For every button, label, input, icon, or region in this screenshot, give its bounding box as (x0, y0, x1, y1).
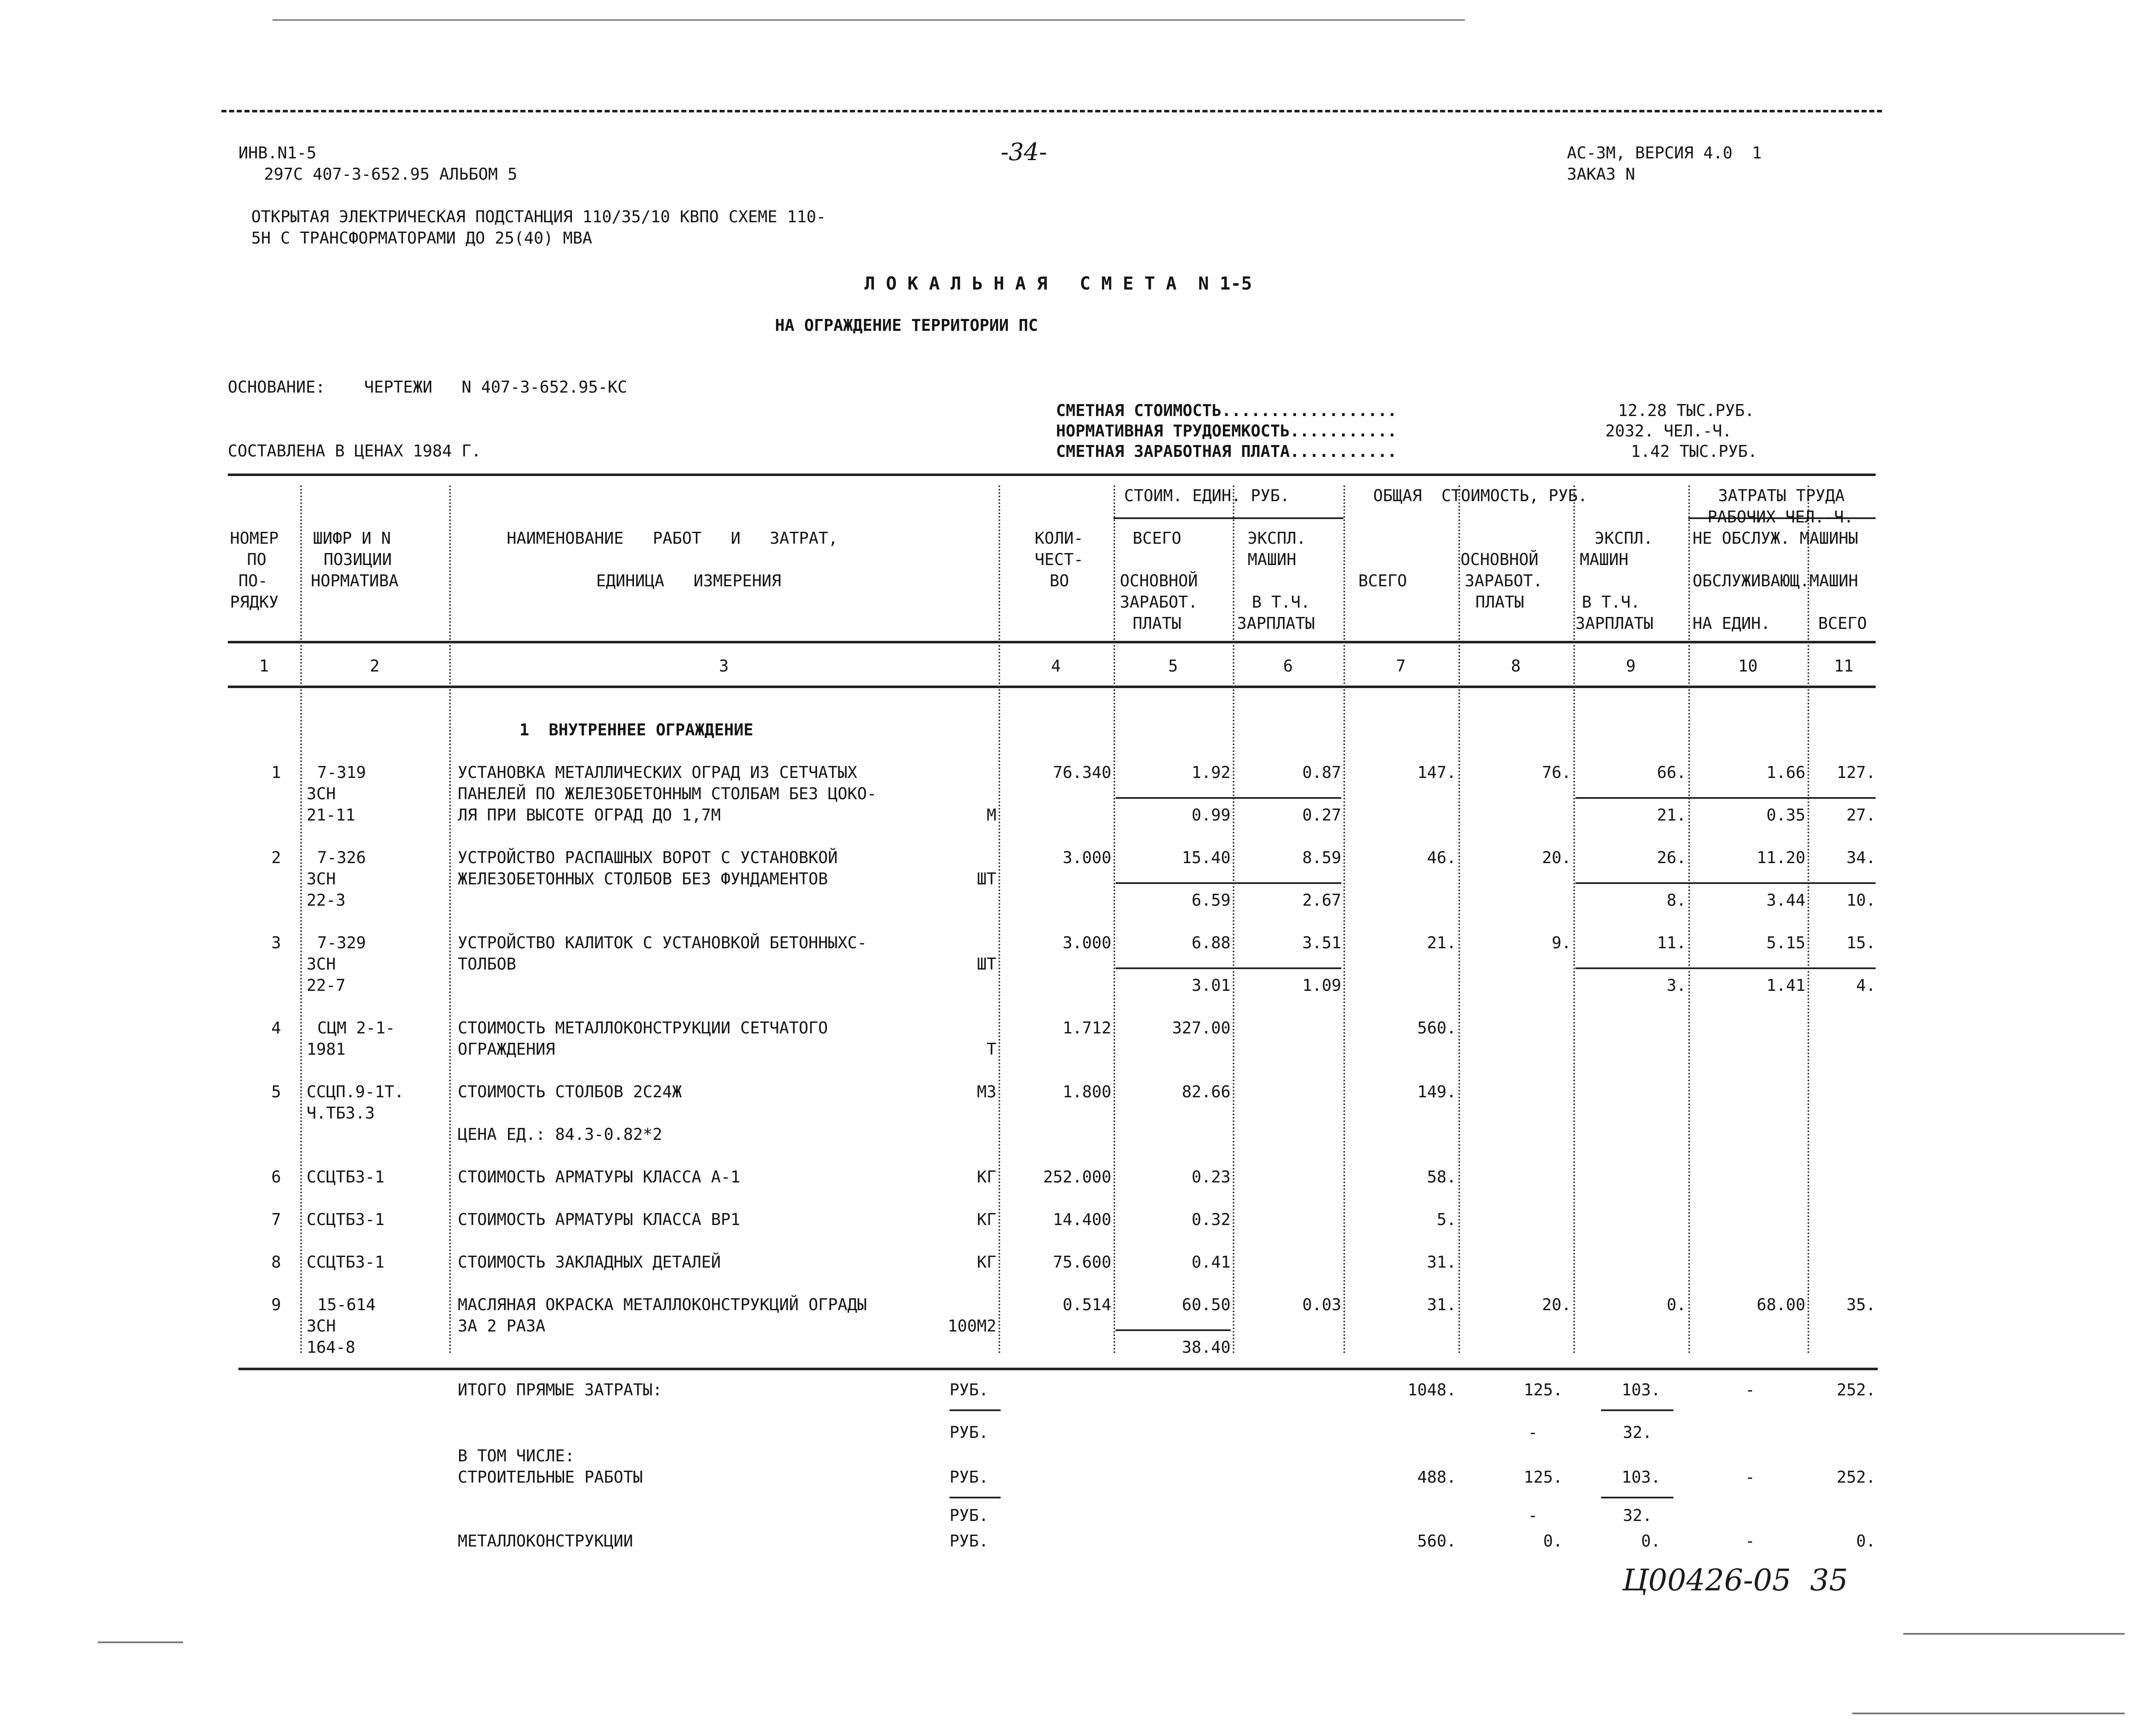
row3-c9b: 3. (1667, 976, 1686, 995)
price-base-line: СОСТАВЛЕНА В ЦЕНАХ 1984 Г. (228, 442, 481, 460)
row7-name-1: СТОИМОСТЬ АРМАТУРЫ КЛАССА ВР1 (458, 1210, 740, 1229)
row9-c8: 20. (1542, 1295, 1571, 1314)
row2-c5: 15.40 (1182, 848, 1231, 867)
totals-metal-c7: 560. (1417, 1532, 1456, 1550)
hdr-total-cost: ОБЩАЯ СТОИМОСТЬ, РУБ. (1373, 486, 1588, 505)
row2-c11: 34. (1846, 848, 1876, 867)
hdr-c2-l1: ШИФР И N (313, 529, 391, 548)
col-divider-1 (300, 485, 302, 1354)
totals-metal-c10: - (1745, 1532, 1755, 1550)
row3-c10b: 1.41 (1766, 976, 1805, 995)
row2-code-1: 7-326 (317, 848, 366, 867)
row5-unit: М3 (977, 1082, 996, 1101)
row2-name-1: УСТРОЙСТВО РАСПАШНЫХ ВОРОТ С УСТАНОВКОЙ (458, 848, 838, 867)
row2-subrule-a (1116, 882, 1341, 884)
totals-direct-c8: 125. (1524, 1380, 1563, 1399)
row1-name-1: УСТАНОВКА МЕТАЛЛИЧЕСКИХ ОГРАД ИЗ СЕТЧАТЫХ (458, 763, 857, 782)
totals-build-c7: 488. (1417, 1468, 1456, 1486)
hdr-unit-cost: СТОИМ. ЕДИН. РУБ. (1124, 486, 1290, 505)
row7-num: 7 (271, 1210, 281, 1229)
row9-num: 9 (271, 1295, 281, 1314)
totals-top-rule (238, 1368, 1878, 1370)
object-name-line1: ОТКРЫТАЯ ЭЛЕКТРИЧЕСКАЯ ПОДСТАНЦИЯ 110/35/10 КВПО СХЕМЕ 110- (251, 207, 826, 226)
row1-name-2: ПАНЕЛЕЙ ПО ЖЕЛЕЗОБЕТОННЫМ СТОЛБАМ БЕЗ ЦОКО- (458, 784, 877, 803)
unit-cost-subrule (1113, 517, 1343, 519)
row1-num: 1 (271, 763, 281, 782)
totals-build-c8b: - (1528, 1506, 1538, 1525)
totals-build-c9b: 32. (1623, 1506, 1652, 1525)
row3-unit: ШТ (977, 955, 996, 973)
row9-c5b: 38.40 (1182, 1338, 1231, 1357)
page-number: -34- (1001, 138, 1047, 166)
totals-build-rub-rule (950, 1497, 1001, 1498)
row8-num: 8 (271, 1253, 281, 1271)
row2-c9b: 8. (1667, 891, 1686, 910)
hdr-c6-l2: МАШИН (1248, 550, 1297, 569)
row2-name-2: ЖЕЛЕЗОБЕТОННЫХ СТОЛБОВ БЕЗ ФУНДАМЕНТОВ (458, 869, 828, 888)
col-num-3: 3 (719, 657, 729, 675)
row3-c9: 11. (1657, 933, 1686, 952)
col-divider-9 (1688, 485, 1690, 1354)
hdr-c5-l2: ОСНОВНОЙ (1120, 571, 1198, 590)
hdr-c4-l1: КОЛИ- (1035, 529, 1084, 548)
row2-c10b: 3.44 (1766, 891, 1805, 910)
row3-c8: 9. (1552, 933, 1571, 952)
row5-num: 5 (271, 1082, 281, 1101)
handwritten-archive-number: Ц00426-05 35 (1622, 1563, 1848, 1598)
row6-name-1: СТОИМОСТЬ АРМАТУРЫ КЛАССА А-1 (458, 1168, 740, 1186)
row7-unit: КГ (977, 1210, 996, 1229)
col-divider-3 (999, 485, 1000, 1354)
hdr-c6-l3: В Т.Ч. (1252, 593, 1311, 611)
summary-value-labor: 2032. ЧЕЛ.-Ч. (1605, 422, 1732, 440)
row9-qty: 0.514 (1062, 1295, 1111, 1314)
hdr-c7: ВСЕГО (1358, 571, 1407, 590)
row1-code-3: 21-11 (307, 806, 356, 824)
col-divider-10 (1808, 485, 1809, 1354)
totals-build-c11: 252. (1836, 1468, 1876, 1486)
row7-c7: 5. (1437, 1210, 1456, 1229)
row5-code-2: Ч.ТБ3.3 (307, 1104, 375, 1122)
row6-qty: 252.000 (1043, 1168, 1111, 1186)
row9-name-2: ЗА 2 РАЗА (458, 1317, 545, 1335)
row3-c7: 21. (1427, 933, 1456, 952)
row2-c11b: 10. (1846, 891, 1876, 910)
hdr-c1-l1: НОМЕР (230, 529, 279, 548)
totals-direct-c8b: - (1528, 1423, 1538, 1442)
totals-build-c9-rule (1601, 1497, 1673, 1498)
row2-code-3: 22-3 (307, 891, 346, 910)
hdr-c1-l3: ПО- (238, 571, 268, 590)
row8-qty: 75.600 (1053, 1253, 1111, 1271)
col-num-11: 11 (1834, 657, 1854, 675)
col-num-2: 2 (370, 657, 380, 675)
bottom-rule-right (1903, 1633, 2125, 1635)
hdr-c5-l1: ВСЕГО (1133, 529, 1182, 548)
hdr-c1-l2: ПО (247, 550, 267, 569)
col-num-10: 10 (1738, 657, 1758, 675)
row9-unit: 100М2 (947, 1317, 996, 1335)
hdr-c8-l3: ПЛАТЫ (1475, 593, 1524, 611)
document-subtitle: НА ОГРАЖДЕНИЕ ТЕРРИТОРИИ ПС (775, 316, 1038, 335)
row3-num: 3 (271, 933, 281, 952)
row2-unit: ШТ (977, 869, 996, 888)
row6-unit: КГ (977, 1168, 996, 1186)
hdr-c8-l2: ЗАРАБОТ. (1465, 571, 1543, 590)
row3-c11: 15. (1846, 933, 1876, 952)
head-bottom-rule (228, 641, 1876, 643)
totals-metal-c8: 0. (1543, 1532, 1563, 1550)
summary-label-labor: НОРМАТИВНАЯ ТРУДОЕМКОСТЬ........... (1056, 422, 1397, 440)
totals-build-rub-2: РУБ. (950, 1506, 989, 1525)
row3-name-1: УСТРОЙСТВО КАЛИТОК С УСТАНОВКОЙ БЕТОННЫХС- (458, 933, 867, 952)
row2-c10: 11.20 (1756, 848, 1805, 867)
row1-c5b: 0.99 (1191, 806, 1231, 824)
row5-c5: 82.66 (1182, 1082, 1231, 1101)
summary-value-cost: 12.28 ТЫС.РУБ. (1618, 401, 1755, 420)
hdr-c11: ВСЕГО (1818, 614, 1867, 633)
totals-build-c10: - (1745, 1468, 1755, 1486)
row3-c5b: 3.01 (1191, 976, 1231, 995)
row2-qty: 3.000 (1062, 848, 1111, 867)
row1-c9b: 21. (1657, 806, 1686, 824)
summary-label-wage: СМЕТНАЯ ЗАРАБОТНАЯ ПЛАТА........... (1056, 442, 1397, 461)
summary-label-cost: СМЕТНАЯ СТОИМОСТЬ.................. (1056, 401, 1397, 420)
row8-c7: 31. (1427, 1253, 1456, 1271)
totals-build-label: СТРОИТЕЛЬНЫЕ РАБОТЫ (458, 1468, 643, 1486)
totals-direct-c9b: 32. (1623, 1423, 1652, 1442)
col-divider-6 (1343, 485, 1345, 1354)
row1-c9: 66. (1657, 763, 1686, 782)
hdr-c3-unit: ЕДИНИЦА ИЗМЕРЕНИЯ (596, 571, 781, 590)
object-name-line2: 5Н С ТРАНСФОРМАТОРАМИ ДО 25(40) МВА (251, 229, 592, 247)
col-divider-8 (1573, 485, 1575, 1354)
row7-code-1: ССЦТБ3-1 (307, 1210, 385, 1229)
section-heading: 1 ВНУТРЕННЕЕ ОГРАЖДЕНИЕ (519, 720, 754, 739)
row9-code-1: 15-614 (317, 1295, 376, 1314)
hdr-c4-l3: ВО (1050, 571, 1069, 590)
row2-c5b: 6.59 (1191, 891, 1231, 910)
row9-subrule (1116, 1329, 1231, 1331)
row7-qty: 14.400 (1053, 1210, 1111, 1229)
row3-code-2: ЗСН (307, 955, 336, 973)
row8-c5: 0.41 (1191, 1253, 1231, 1271)
summary-value-wage: 1.42 ТЫС.РУБ. (1631, 442, 1758, 461)
row3-c11b: 4. (1856, 976, 1876, 995)
col-num-5: 5 (1168, 657, 1178, 675)
totals-direct-rub: РУБ. (950, 1380, 989, 1399)
row9-c6: 0.03 (1302, 1295, 1341, 1314)
row2-code-2: ЗСН (307, 869, 336, 888)
row5-name-1: СТОИМОСТЬ СТОЛБОВ 2С24Ж (458, 1082, 682, 1101)
row1-c11b: 27. (1846, 806, 1876, 824)
col-num-6: 6 (1283, 657, 1293, 675)
hdr-c6-l4: ЗАРПЛАТЫ (1237, 614, 1315, 633)
row3-c6: 3.51 (1302, 933, 1341, 952)
row4-qty: 1.712 (1062, 1019, 1111, 1037)
row1-subrule-b (1575, 797, 1876, 799)
hdr-c4-l2: ЧЕСТ- (1035, 550, 1084, 569)
row3-c10: 5.15 (1766, 933, 1805, 952)
hdr-c9-l4: ЗАРПЛАТЫ (1575, 614, 1654, 633)
row9-c10: 68.00 (1756, 1295, 1805, 1314)
col-divider-4 (1113, 485, 1115, 1354)
totals-direct-label: ИТОГО ПРЯМЫЕ ЗАТРАТЫ: (458, 1380, 663, 1399)
inventory-number: ИНВ.N1-5 (238, 143, 317, 162)
col-num-7: 7 (1396, 657, 1406, 675)
row1-name-3: ЛЯ ПРИ ВЫСОТЕ ОГРАД ДО 1,7М (458, 806, 721, 824)
row6-c5: 0.23 (1191, 1168, 1231, 1186)
col-divider-7 (1458, 485, 1460, 1354)
top-rule (273, 19, 1465, 21)
totals-build-rub: РУБ. (950, 1468, 989, 1486)
row1-code-1: 7-319 (317, 763, 366, 782)
row5-qty: 1.800 (1062, 1082, 1111, 1101)
hdr-c3-name: НАИМЕНОВАНИЕ РАБОТ И ЗАТРАТ, (507, 529, 838, 548)
hdr-c2-l2: ПОЗИЦИИ (324, 550, 392, 569)
table-top-rule (228, 473, 1876, 476)
hdr-c5-l3: ЗАРАБОТ. (1120, 593, 1198, 611)
col-divider-2 (449, 485, 451, 1354)
row1-c11: 127. (1836, 763, 1876, 782)
row8-unit: КГ (977, 1253, 996, 1271)
hdr-c8-l1: ОСНОВНОЙ (1460, 550, 1539, 569)
row8-name-1: СТОИМОСТЬ ЗАКЛАДНЫХ ДЕТАЛЕЙ (458, 1253, 721, 1271)
totals-metal-c9: 0. (1641, 1532, 1661, 1550)
row1-unit: М (987, 806, 996, 824)
row2-c6: 8.59 (1302, 848, 1341, 867)
hdr-c1-l4: РЯДКУ (230, 593, 279, 611)
row9-c9: 0. (1667, 1295, 1686, 1314)
col-num-8: 8 (1511, 657, 1521, 675)
totals-build-c9: 103. (1621, 1468, 1661, 1486)
col-num-9: 9 (1626, 657, 1636, 675)
hdr-labor-l1: ЗАТРАТЫ ТРУДА (1718, 486, 1845, 505)
row2-subrule-b (1575, 882, 1876, 884)
totals-direct-c9-rule (1601, 1409, 1673, 1411)
hdr-c5-l4: ПЛАТЫ (1133, 614, 1182, 633)
row6-num: 6 (271, 1168, 281, 1186)
col-num-1: 1 (259, 657, 269, 675)
row1-subrule-a (1116, 797, 1341, 799)
row5-c7: 149. (1417, 1082, 1456, 1101)
row3-subrule-b (1575, 967, 1876, 969)
row6-c7: 58. (1427, 1168, 1456, 1186)
hdr-c6-l1: ЭКСПЛ. (1248, 529, 1306, 548)
dashed-perforation-line (221, 110, 1882, 112)
row9-c7: 31. (1427, 1295, 1456, 1314)
row9-name-1: МАСЛЯНАЯ ОКРАСКА МЕТАЛЛОКОНСТРУКЦИЙ ОГРАДЫ (458, 1295, 867, 1314)
row3-qty: 3.000 (1062, 933, 1111, 952)
row3-code-1: 7-329 (317, 933, 366, 952)
hdr-c9-l1: ЭКСПЛ. (1595, 529, 1653, 548)
row4-name-1: СТОИМОСТЬ МЕТАЛЛОКОНСТРУКЦИИ СЕТЧАТОГО (458, 1019, 828, 1037)
hdr-c9-l2: МАШИН (1580, 550, 1629, 569)
row4-num: 4 (271, 1019, 281, 1037)
bottom-rule-right-2 (1852, 1713, 2125, 1714)
row4-c5: 327.00 (1172, 1019, 1231, 1037)
row2-c6b: 2.67 (1302, 891, 1341, 910)
program-version: АС-3М, ВЕРСИЯ 4.0 1 (1567, 143, 1762, 162)
row3-c6b: 1.09 (1302, 976, 1341, 995)
row1-c6: 0.87 (1302, 763, 1341, 782)
row5-code-1: ССЦП.9-1Т. (307, 1082, 404, 1101)
bottom-rule-left (98, 1641, 183, 1643)
row5-price-note: ЦЕНА ЕД.: 84.3-0.82*2 (458, 1125, 663, 1144)
row8-code-1: ССЦТБ3-1 (307, 1253, 385, 1271)
row1-c10b: 0.35 (1766, 806, 1805, 824)
row4-code-2: 1981 (307, 1040, 346, 1059)
row9-code-3: 164-8 (307, 1338, 356, 1357)
col-num-4: 4 (1051, 657, 1061, 675)
totals-direct-rub-2: РУБ. (950, 1423, 989, 1442)
totals-direct-c11: 252. (1836, 1380, 1876, 1399)
row2-c7: 46. (1427, 848, 1456, 867)
row4-code-1: СЦМ 2-1- (317, 1019, 396, 1037)
row9-c5: 60.50 (1182, 1295, 1231, 1314)
totals-build-c8: 125. (1524, 1468, 1563, 1486)
row4-unit: Т (987, 1040, 996, 1059)
hdr-labor-not-serving: НЕ ОБСЛУЖ. МАШИНЫ (1693, 529, 1858, 548)
row1-qty: 76.340 (1053, 763, 1111, 782)
row1-c7: 147. (1417, 763, 1456, 782)
row1-c8: 76. (1542, 763, 1571, 782)
hdr-labor-serving: ОБСЛУЖИВАЮЩ.МАШИН (1693, 571, 1858, 590)
row2-num: 2 (271, 848, 281, 867)
totals-metal-rub: РУБ. (950, 1532, 989, 1550)
row3-name-2: ТОЛБОВ (458, 955, 516, 973)
row4-c7: 560. (1417, 1019, 1456, 1037)
totals-direct-c10: - (1745, 1380, 1755, 1399)
document-title: Л О К А Л Ь Н А Я С М Е Т А N 1-5 (864, 273, 1252, 294)
row1-c6b: 0.27 (1302, 806, 1341, 824)
row2-c8: 20. (1542, 848, 1571, 867)
hdr-c10: НА ЕДИН. (1693, 614, 1771, 633)
hdr-c2-l3: НОРМАТИВА (311, 571, 399, 590)
basis-line: ОСНОВАНИЕ: ЧЕРТЕЖИ N 407-3-652.95-КС (228, 378, 627, 396)
row9-code-2: ЗСН (307, 1317, 336, 1335)
row1-c10: 1.66 (1766, 763, 1805, 782)
totals-direct-c7: 1048. (1407, 1380, 1456, 1399)
row2-c9: 26. (1657, 848, 1686, 867)
totals-direct-c9: 103. (1621, 1380, 1661, 1399)
totals-direct-rub-rule (950, 1409, 1001, 1411)
row3-subrule-a (1116, 967, 1341, 969)
col-number-bottom-rule (228, 686, 1876, 688)
hdr-labor-l2: РАБОЧИХ ЧЕЛ.-Ч. (1707, 508, 1854, 526)
row1-c5: 1.92 (1191, 763, 1231, 782)
hdr-c9-l3: В Т.Ч. (1582, 593, 1641, 611)
row1-code-2: ЗСН (307, 784, 336, 803)
row3-code-3: 22-7 (307, 976, 346, 995)
totals-metal-label: МЕТАЛЛОКОНСТРУКЦИИ (458, 1532, 633, 1550)
totals-metal-c11: 0. (1856, 1532, 1876, 1550)
row4-name-2: ОГРАЖДЕНИЯ (458, 1040, 555, 1059)
row9-c11: 35. (1846, 1295, 1876, 1314)
project-code: 297С 407-3-652.95 АЛЬБОМ 5 (264, 165, 517, 184)
col-divider-5 (1233, 485, 1234, 1354)
order-number: ЗАКАЗ N (1567, 165, 1635, 184)
totals-incl-label: В ТОМ ЧИСЛЕ: (458, 1446, 575, 1465)
row7-c5: 0.32 (1191, 1210, 1231, 1229)
row3-c5: 6.88 (1191, 933, 1231, 952)
row6-code-1: ССЦТБ3-1 (307, 1168, 385, 1186)
